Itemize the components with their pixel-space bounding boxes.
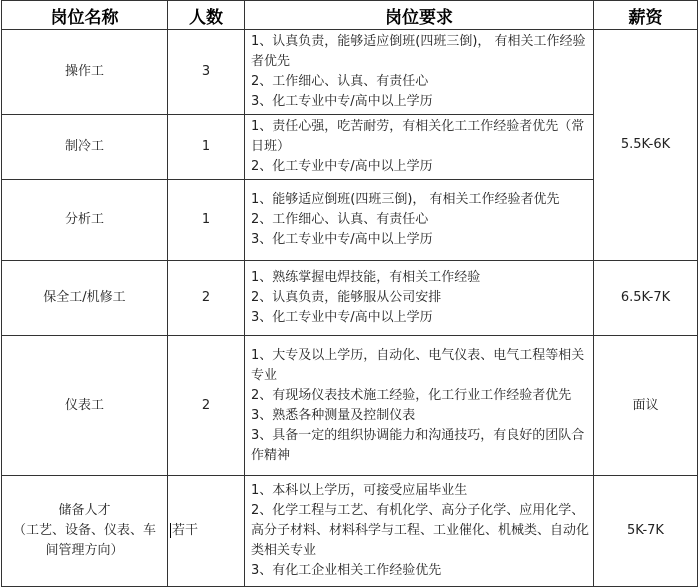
salary-cell: 面议: [594, 336, 698, 476]
requirement-line: 3、具备一定的组织协调能力和沟通技巧，有良好的团队合作精神: [251, 427, 585, 463]
position-cell: 操作工: [2, 30, 168, 115]
requirement-line: 3、有化工企业相关工作经验优先: [251, 563, 442, 578]
salary-cell: 5K-7K: [594, 476, 698, 587]
requirement-line: 1、熟练掌握电焊技能，有相关工作经验: [251, 270, 481, 285]
requirement-line: 1、本科以上学历，可接受应届毕业生: [251, 483, 468, 498]
table-row: [2, 261, 698, 336]
requirements-cell: [245, 336, 594, 476]
table-row: [2, 336, 698, 476]
position-direction: （工艺、设备、仪表、车间管理方向）: [12, 523, 156, 558]
requirements-cell: [245, 261, 594, 336]
count-cell: 1: [168, 115, 245, 180]
position-cell: 分析工: [2, 180, 168, 261]
header-requirements: 岗位要求: [245, 1, 594, 30]
header-salary: 薪资: [594, 1, 698, 30]
salary-cell: 5.5K-6K: [594, 30, 698, 261]
requirements-cell: [245, 30, 594, 115]
table-row: [2, 115, 698, 180]
requirement-line: 2、工作细心、认真、有责任心: [251, 212, 429, 227]
count-cell: 3: [168, 30, 245, 115]
recruitment-table: [1, 0, 698, 587]
requirements-cell: [245, 180, 594, 261]
requirement-line: 1、责任心强，吃苦耐劳，有相关化工工作经验者优先（常日班）: [251, 119, 585, 154]
table-row: [2, 476, 698, 587]
table-row: [2, 180, 698, 261]
position-cell: [2, 476, 168, 587]
count-cell: [168, 476, 245, 587]
header-position: 岗位名称: [2, 1, 168, 30]
requirement-line: 2、有现场仪表技术施工经验，化工行业工作经验者优先: [251, 387, 572, 403]
count-cell: 1: [168, 180, 245, 261]
requirement-line: 2、工作细心、认真、有责任心: [251, 74, 429, 89]
count-cell: 2: [168, 261, 245, 336]
requirement-line: 1、大专及以上学历，自动化、电气仪表、电气工程等相关专业: [251, 347, 585, 383]
count-text: 若干: [172, 523, 199, 538]
requirements-cell: [245, 476, 594, 587]
count-cell: 2: [168, 336, 245, 476]
requirement-line: 3、熟悉各种测量及控制仪表: [251, 407, 416, 423]
header-count: 人数: [168, 1, 245, 30]
requirements-cell: [245, 115, 594, 180]
requirement-line: 1、认真负责，能够适应倒班(四班三倒)， 有相关工作经验者优先: [251, 34, 586, 69]
position-name: 储备人才: [58, 503, 111, 518]
table-row: [2, 30, 698, 115]
position-cell: 制冷工: [2, 115, 168, 180]
requirement-line: 3、化工专业中专/高中以上学历: [251, 94, 433, 109]
salary-cell: 6.5K-7K: [594, 261, 698, 336]
requirement-line: 2、化工专业中专/高中以上学历: [251, 159, 433, 174]
position-cell: 仪表工: [2, 336, 168, 476]
requirement-line: 2、化学工程与工艺、有机化学、高分子化学、应用化学、高分子材料、材料科学与工程、工业催化、机械类、自动化类相关专业: [251, 503, 590, 558]
position-cell: 保全工/机修工: [2, 261, 168, 336]
requirement-line: 3、化工专业中专/高中以上学历: [251, 310, 433, 325]
requirement-line: 1、能够适应倒班(四班三倒)， 有相关工作经验者优先: [251, 192, 560, 207]
header-row: [2, 1, 698, 30]
requirement-line: 2、认真负责，能够服从公司安排: [251, 290, 442, 305]
requirement-line: 3、化工专业中专/高中以上学历: [251, 232, 433, 247]
